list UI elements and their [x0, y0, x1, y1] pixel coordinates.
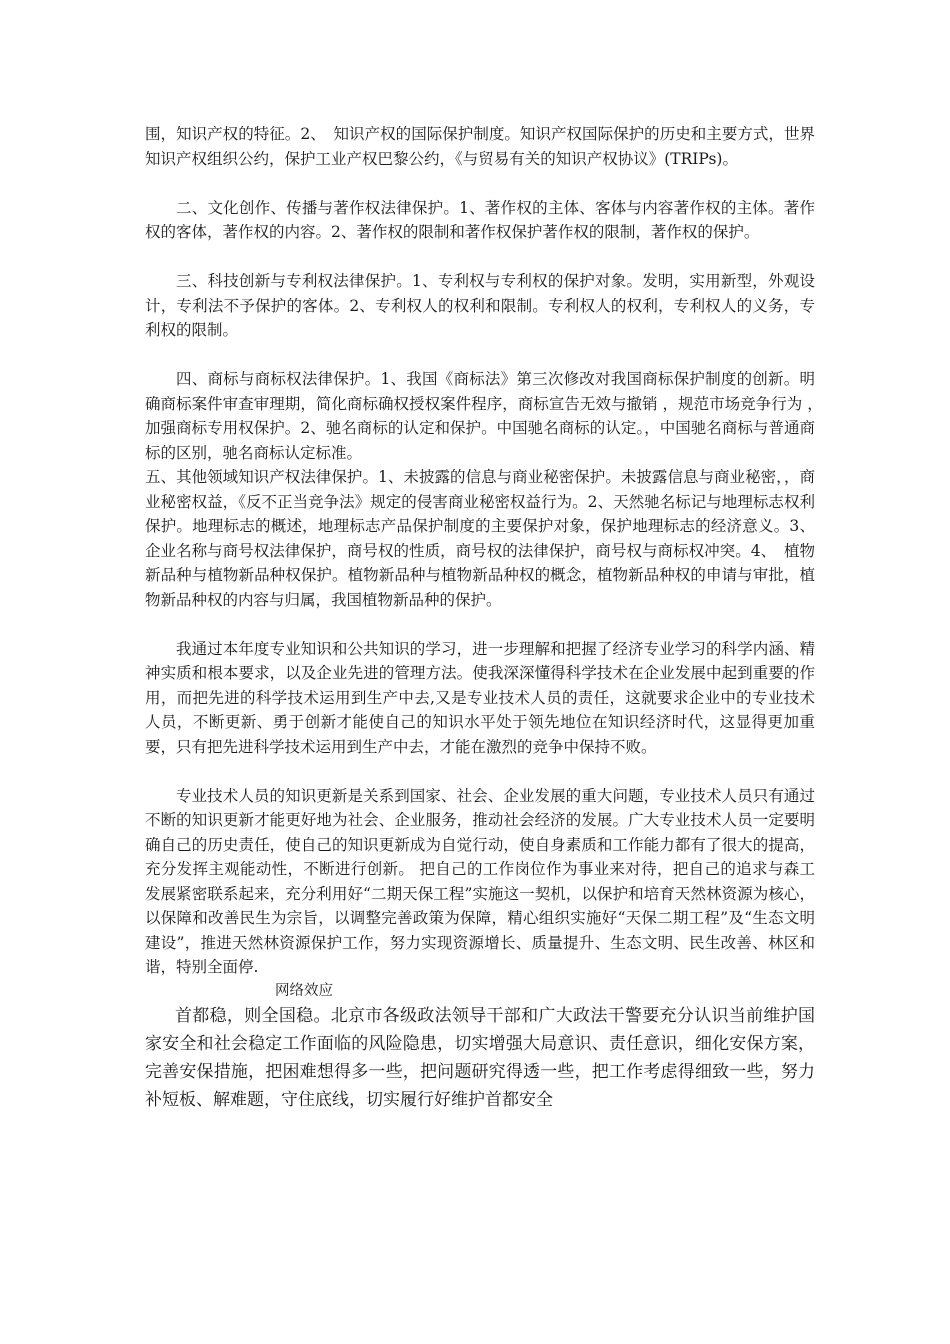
paragraph-copyright: 二、文化创作、传播与著作权法律保护。1、著作权的主体、客体与内容著作权的主体。著作权的客体，著作权的内容。2、著作权的限制和著作权保护著作权的限制，著作权的保护。: [145, 198, 815, 241]
paragraph-capital-stability: 首都稳，则全国稳。北京市各级政法领导干部和广大政法干警要充分认识当前维护国家安全和社会稳定工作面临的风险隐患，切实增强大局意识、责任意识，细化安保方案，完善安保措施，把困难想得多一些，把问题研究得透一些，把工作考虑得细致一些，努力补短板、解难题，守住底线，切实履行好维护首都安全: [145, 1005, 815, 1110]
document-body: [145, 122, 831, 1114]
paragraph-patent: 三、科技创新与专利权法律保护。1、专利权与专利权的保护对象。发明，实用新型，外观设计，专利法不予保护的客体。2、专利权人的权利和限制。专利权人的权利，专利权人的义务，专利权的限制。: [145, 272, 815, 339]
paragraph-ip-characteristics: 围，知识产权的特征。2、 知识产权的国际保护制度。知识产权国际保护的历史和主要方式，世界知识产权组织公约，保护工业产权巴黎公约，《与贸易有关的知识产权协议》(TRIPs)。: [145, 125, 815, 168]
paragraph-study-reflection: 我通过本年度专业知识和公共知识的学习，进一步理解和把握了经济专业学习的科学内涵、精神实质和根本要求，以及企业先进的管理方法。使我深深懂得科学技术在企业发展中起到重要的作用，而把先进的科学技术运用到生产中去,又是专业技术人员的责任，这就要求企业中的专业技术人员，不断更新、勇于创新才能使自己的知识水平处于领先地位在知识经济时代，这显得更加重要，只有把先进科学技术运用到生产中去，才能在激烈的竞争中保持不败。: [145, 639, 815, 756]
caption-network-effect: 网络效应: [275, 982, 333, 999]
paragraph-knowledge-update: 专业技术人员的知识更新是关系到国家、社会、企业发展的重大问题，专业技术人员只有通过不断的知识更新才能更好地为社会、企业服务，推动社会经济的发展。广大专业技术人员一定要明确自己的历史责任，使自己的知识更新成为自觉行动，使自身素质和工作能力都有了很大的提高，充分发挥主观能动性，不断进行创新。 把自己的工作岗位作为事业来对待，把自己的追求与森工发展紧密联系起来，充分利用好“二期天保工程”实施这一契机，以保护和培育天然林资源为核心，以保障和改善民生为宗旨，以调整完善政策为保障，精心组织实施好“天保二期工程”及“生态文明建设”，推进天然林资源保护工作，努力实现资源增长、质量提升、生态文明、民生改善、林区和谐，特别全面停.: [145, 786, 815, 976]
paragraph-other-ip: 五、其他领域知识产权法律保护。1、未披露的信息与商业秘密保护。未披露信息与商业秘密，，商业秘密权益，《反不正当竞争法》规定的侵害商业秘密权益行为。2、天然驰名标记与地理标志权利保护。地理标志的概述，地理标志产品保护制度的主要保护对象，保护地理标志的经济意义。3、企业名称与商号权法律保护，商号权的性质，商号权的法律保护，商号权与商标权冲突。4、 植物新品种与植物新品种权保护。植物新品种与植物新品种权的概念，植物新品种权的申请与审批，植物新品种权的内容与归属，我国植物新品种的保护。: [145, 468, 815, 609]
paragraph-trademark: 四、商标与商标权法律保护。1、我国《商标法》第三次修改对我国商标保护制度的创新。明确商标案件审查审理期，简化商标确权授权案件程序，商标宣告无效与撤销 ，规范市场竞争行为 ， 加强商标专用权保护。2、驰名商标的认定和保护。中国驰名商标的认定。，中国驰名商标与普通商标的区别，驰名商标认定标准。: [145, 370, 831, 462]
